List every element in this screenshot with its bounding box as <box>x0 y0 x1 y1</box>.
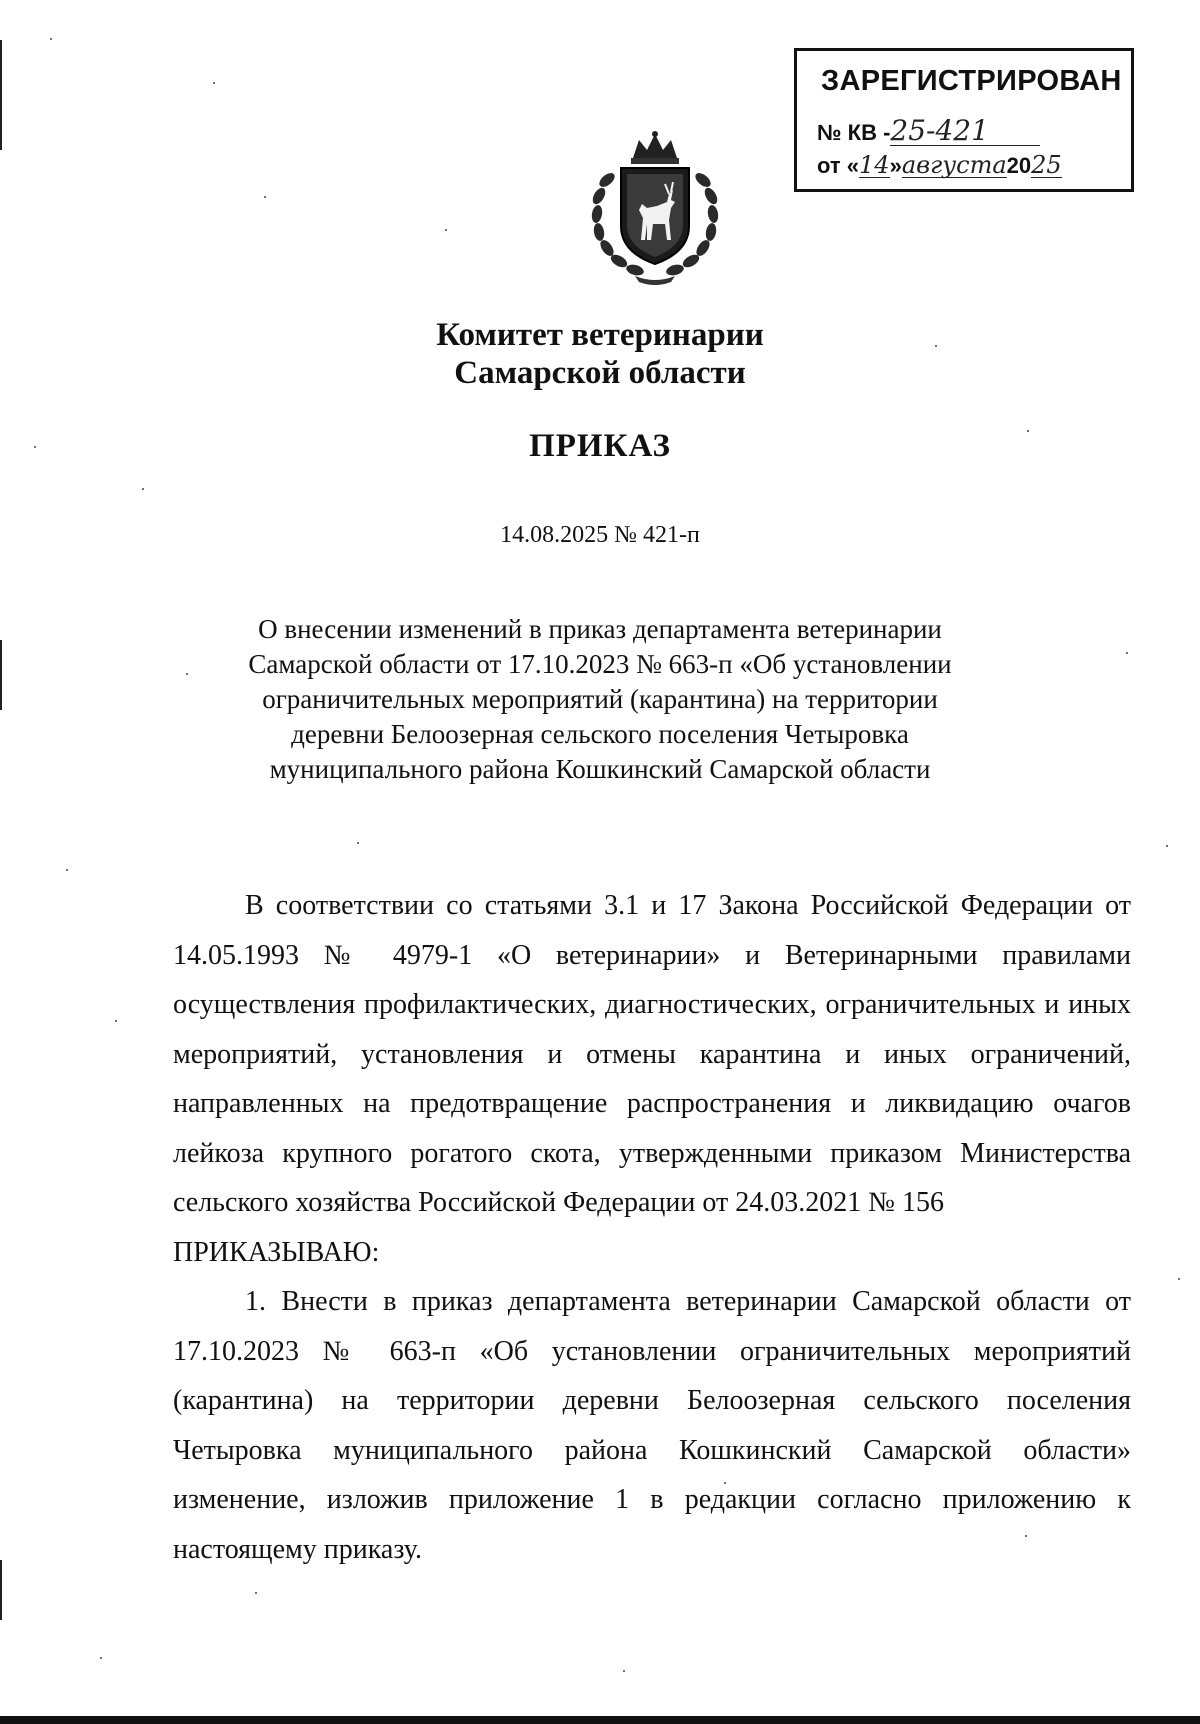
scan-bottom-bar <box>0 1716 1200 1724</box>
scan-speck <box>50 38 52 40</box>
scan-speck <box>142 488 144 490</box>
order-word: ПРИКАЗЫВАЮ: <box>173 1236 380 1268</box>
scan-speck <box>445 229 447 231</box>
scan-speck <box>255 1592 257 1594</box>
scan-edge-line <box>0 1560 2 1620</box>
organization-name <box>0 316 1200 392</box>
scan-speck <box>264 196 266 198</box>
scan-speck <box>623 1670 625 1672</box>
stamp-date-mid: » <box>889 153 902 178</box>
stamp-date-year-prefix: 20 <box>1006 153 1032 178</box>
coat-of-arms-icon <box>585 130 725 285</box>
scan-speck <box>115 1020 117 1022</box>
document-subject <box>0 612 1200 787</box>
scan-speck <box>66 869 68 871</box>
scan-edge-line <box>0 40 2 150</box>
subject-line: Самарской области от 17.10.2023 № 663-п «Об установлении <box>248 649 952 679</box>
stamp-number-prefix: № КВ - <box>817 120 891 145</box>
subject-line: деревни Белоозерная сельского поселения Четыровка <box>291 719 909 749</box>
preamble-text: В соответствии со статьями 3.1 и 17 Закона Российской Федерации от 14.05.1993 № 4979-1 «О ветеринарии» и Ветеринарными правилами осуществления профилактических, диагностических, ограничительных и иных мероприятий, установления и отмены карантина и иных ограничений, направленных на предотвращение распространения и ликвидацию очагов лейкоза крупного рогатого скота, утвержденными приказом Министерства сельского хозяйства Российской Федерации от 24.03.2021 № 156 <box>173 890 1131 1218</box>
stamp-date-line <box>817 153 1062 179</box>
subject-line: ограничительных мероприятий (карантина) на территории <box>262 684 938 714</box>
stamp-date-month: августа <box>901 151 1007 179</box>
preamble-paragraph <box>173 881 1131 1277</box>
scan-speck <box>213 82 215 84</box>
stamp-number-line <box>817 114 1040 147</box>
stamp-date-prefix: от « <box>817 153 860 178</box>
stamp-date-year-handwritten: 25 <box>1031 151 1062 179</box>
order-item-1-text: 1. Внести в приказ департамента ветеринарии Самарской области от 17.10.2023 № 663-п «Об установлении ограничительных мероприятий (карантина) на территории деревни Белоозерная сельского поселения Четыровка муниципального района Кошкинский Самарской области» изменение, изложив приложение 1 в редакции согласно приложению к настоящему приказу. <box>173 1286 1131 1565</box>
scan-speck <box>1166 845 1168 847</box>
order-item-1 <box>173 1277 1131 1574</box>
stamp-number-handwritten: 25-421 <box>890 117 1040 146</box>
subject-line: муниципального района Кошкинский Самарской области <box>269 754 931 784</box>
document-type: ПРИКАЗ <box>529 428 671 464</box>
organization-name-line-1: Комитет ветеринарии <box>436 317 764 353</box>
document-date-number: 14.08.2025 № 421-п <box>500 522 700 548</box>
stamp-date-day: 14 <box>859 151 890 179</box>
stamp-title: ЗАРЕГИСТРИРОВАН <box>821 65 1122 97</box>
subject-line: О внесении изменений в приказ департамента ветеринарии <box>258 614 942 644</box>
organization-name-line-2: Самарской области <box>454 355 746 391</box>
scan-speck <box>100 1657 102 1659</box>
scan-speck <box>1178 1278 1180 1280</box>
scan-speck <box>357 842 359 844</box>
registration-stamp <box>794 48 1134 192</box>
